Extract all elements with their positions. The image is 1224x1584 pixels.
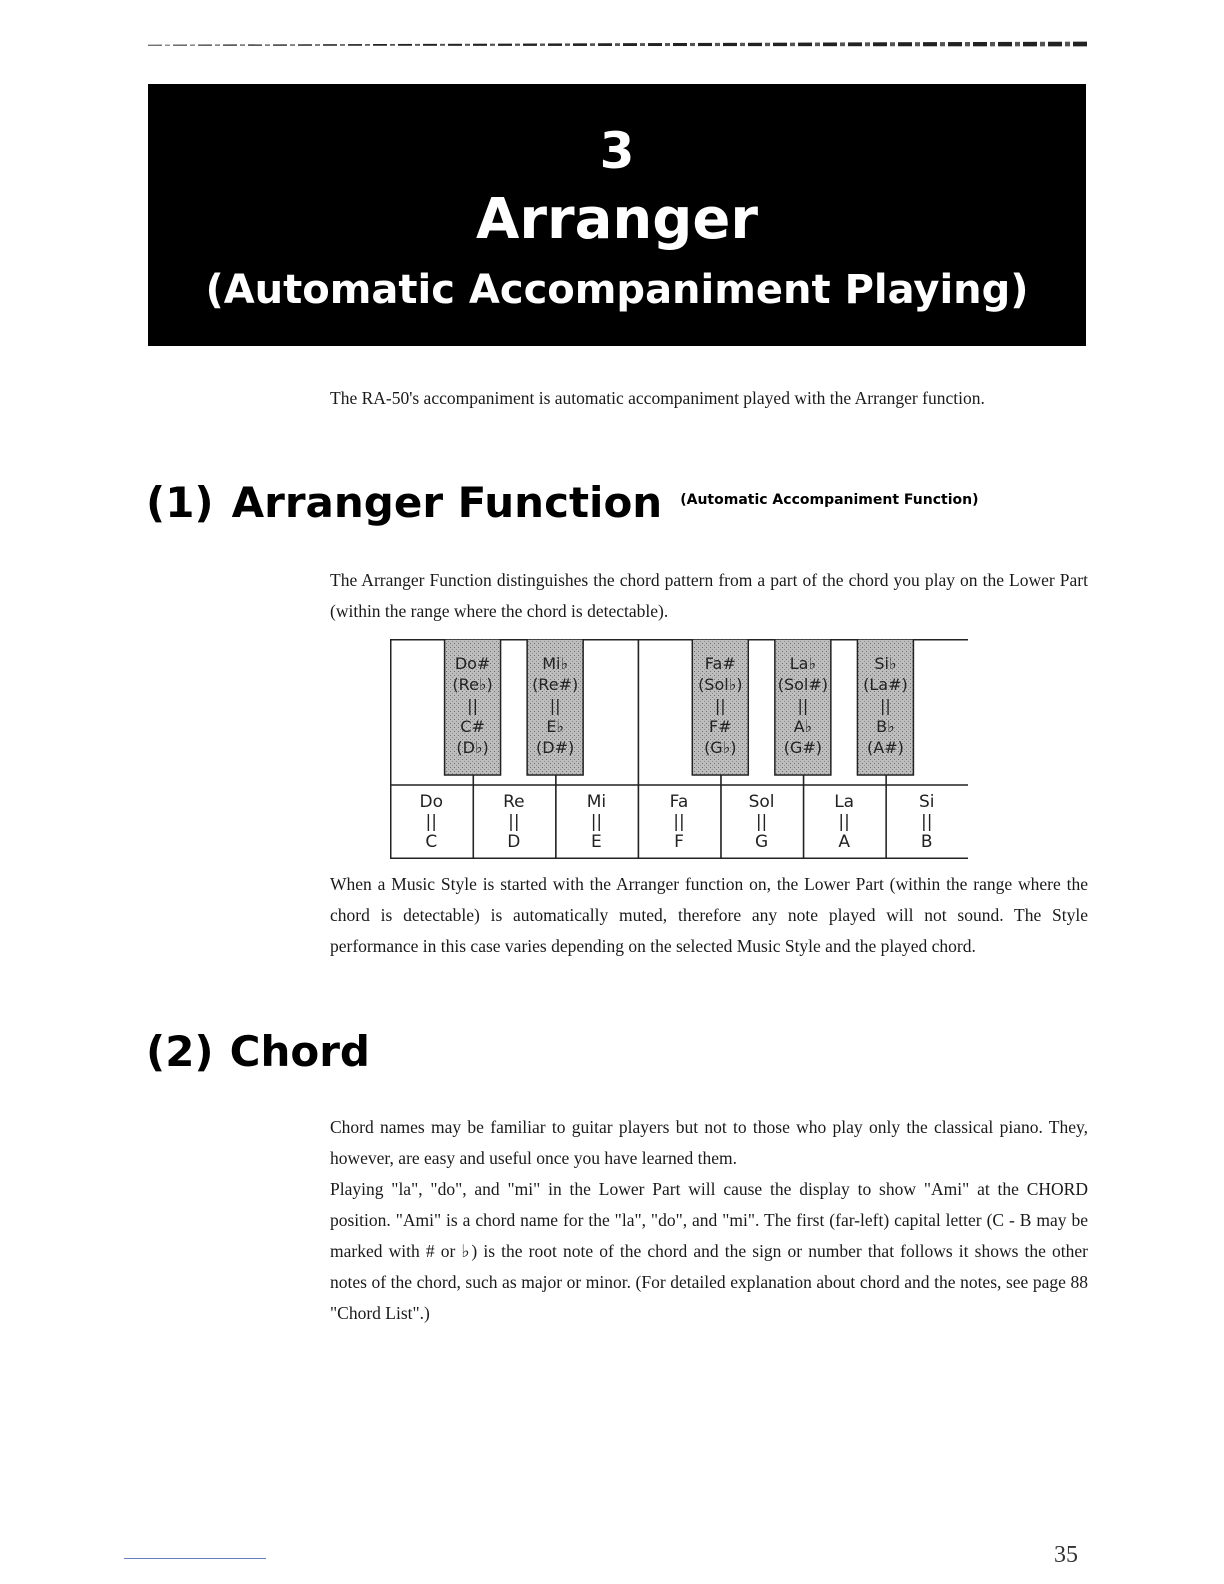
black-key-label: (Re♭) [452,675,493,694]
black-key-label: (D♭) [456,738,489,757]
black-key-label: || [467,696,478,715]
white-key-label: Mi [586,792,607,812]
black-key-label: || [797,696,809,715]
chapter-title: Arranger [476,187,758,252]
black-key-label: B♭ [876,717,895,736]
intro-paragraph: The RA-50's accompaniment is automatic accompaniment played with the Arranger function. [330,388,985,408]
white-key-label: || [920,812,933,832]
black-key-label: La♭ [789,654,816,673]
chapter-number: 3 [599,122,635,180]
black-key-label: (La#) [863,675,908,694]
footer-rule [124,1558,266,1559]
chord-paragraph-1: Chord names may be familiar to guitar players but not to those who play only the classical piano. They, however, are easy and useful once you have learned them. [330,1117,1088,1168]
white-key-label: Do [419,792,444,812]
black-key-label: || [714,696,726,715]
black-key-label: (Sol♭) [698,675,743,694]
white-key-label: || [673,812,685,832]
black-key-label: Do# [454,654,491,673]
white-key-label: F [674,832,684,852]
white-key-label: Fa [669,792,689,812]
white-key-label: D [507,832,521,852]
black-key-label: (Re#) [532,675,579,694]
black-key-label: (A#) [867,738,904,757]
white-key-label: A [838,832,850,852]
chapter-banner [148,84,1086,346]
white-key-label: || [425,812,438,832]
section-number: (2) [146,1027,214,1076]
white-key-label: Si [918,792,935,812]
page-number: 35 [1054,1542,1078,1568]
black-key-label: (G♭) [704,738,737,757]
white-key-label: Sol [748,792,775,812]
black-key-label: || [880,696,891,715]
chord-paragraph-2: Playing "la", "do", and "mi" in the Lower Part will cause the display to show "Ami" at the CHORD position. "Ami" is a chord name for the "la", "do", and "mi". The first (far-left) capital letter (C - B may be marked with # or ♭) is the root note of the chord and the sign or number that follows it shows the other notes of the chord, such as major or minor. (For detailed explanation about chord and the notes, see page 88 "Chord List".) [330,1179,1088,1323]
white-key-label: || [590,812,603,832]
black-key-label: C# [460,717,485,736]
chapter-subtitle: (Automatic Accompaniment Playing) [205,267,1029,313]
top-decorative-rule [148,40,1088,48]
black-key-label: A♭ [793,717,813,736]
white-key-label: C [425,832,438,852]
arranger-paragraph-1: The Arranger Function distinguishes the chord pattern from a part of the chord you play on the Lower Part (within the range where the chord is detectable). [330,570,1088,621]
white-key-label: G [754,832,769,852]
white-key-label: || [838,812,850,832]
white-key-label: La [834,792,855,812]
black-key-label: (D#) [536,738,575,757]
white-key-label: E [591,832,602,852]
section-heading-chord [146,1024,370,1080]
section-heading-arranger-function [146,478,979,531]
keyboard-diagram [390,639,968,859]
white-key-label: || [508,812,520,832]
black-key-label: F# [708,717,732,736]
black-key-label: Mi♭ [542,654,569,673]
black-key-label: || [549,696,561,715]
section-number: (1) [146,478,214,527]
white-key-label: B [920,832,933,852]
black-key-label: (Sol#) [777,675,828,694]
white-key-label: || [755,812,768,832]
black-key-label: E♭ [546,717,564,736]
section-subtitle: (Automatic Accompaniment Function) [680,491,979,508]
section-title: Chord [229,1027,370,1076]
section-title: Arranger Function [231,478,663,527]
arranger-paragraph-2: When a Music Style is started with the Arranger function on, the Lower Part (within the range where the chord is detectable) is automatically muted, therefore any note played will not sound. The Style performance in this case varies depending on the selected Music Style and the played chord. [330,874,1088,956]
black-key-label: Si♭ [874,654,897,673]
black-key-label: (G#) [783,738,823,757]
black-key-label: Fa# [704,654,736,673]
white-key-label: Re [503,792,525,812]
